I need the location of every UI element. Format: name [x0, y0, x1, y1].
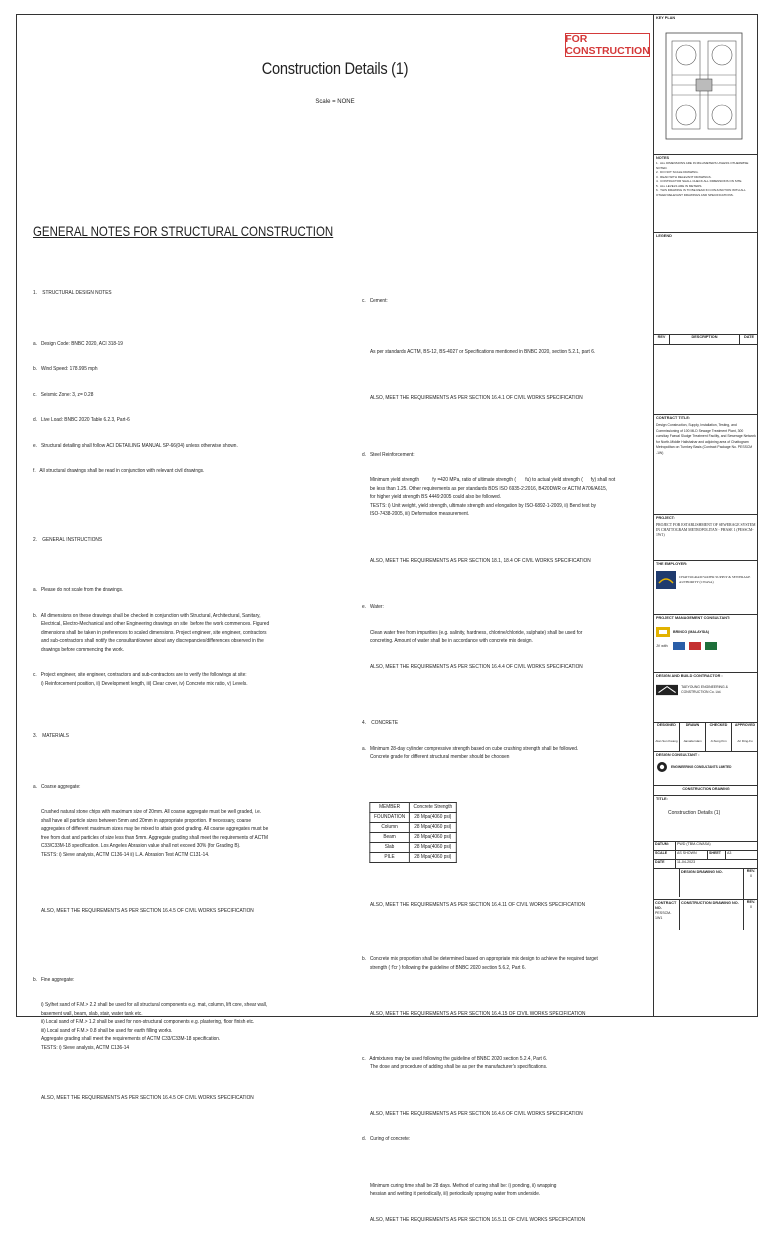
project-text: PROJECT FOR ESTABLISHMENT OF SEWERAGE SYSTEM IN CHATTOGRAM METROPOLITAN - PHASE 1 (PESSCM-1W1) — [656, 522, 756, 538]
design-consultant-text: ENGINEERING CONSULTANTS LIMITED — [671, 764, 732, 769]
title-value: Construction Details (1) — [668, 809, 721, 816]
table-row — [370, 812, 457, 822]
s2-item: c. Project engineer, site engineer, contractors and sub-contractors are to verify the followings at site: i) Reinforcement position, ii) Development length, iii) Clear cover, iv) Concrete mix ratio, v) Levels. — [33, 672, 248, 687]
scale-note: Scale = NONE — [315, 99, 355, 105]
s1-item: f. All structural drawings shall be read in conjunction with relevant civil drawings. — [33, 468, 205, 474]
employer-text: CHATTOGRAM WATER SUPPLY & SEWERAGE AUTHORITY (CWASA) — [679, 575, 751, 584]
design-consultant-panel — [654, 752, 758, 786]
table-cell: 28 Mpa(4060 psi) — [409, 842, 456, 852]
s2-item: b. All dimensions on these drawings shall be checked in conjunction with Structural, Architectural, Sanitary, Electrical, Electro-Mechanical and other Engineering drawings on site before the work commences. Figured dimensions shall be taken in preferences to scaled dimensions. Project engineer, site engineer, contractors and sub-contractors shall notify the consultant/owner about any discrepancies/differences observed in the drawings before commencing the work. — [33, 612, 270, 653]
drawing-title: Construction Details (1) — [261, 59, 409, 78]
contract-no-value: PESSCM-1W1 — [655, 910, 672, 920]
notes-body: 1. ALL DIMENSIONS ARE IN MILLIMETERS UNLESS OTHERWISE NOTED. 2. DO NOT SCALE DRAWING. 3. READ WITH RELEVANT DRAWINGS. 4. CONTRACTOR SHALL CHECK ALL DIMENSIONS ON SITE. 5. ALL LEVELS ARE IN METERS. 6. THIS DRAWING IS TO BE READ IN CONJUNCTION WITH ALL OTHER RELEVANT DRAWINGS AND SPECIFICATIONS. — [656, 160, 749, 198]
right-notes-column — [362, 280, 638, 1241]
cement-heading: c. Cement: — [362, 298, 388, 304]
construction-number-block — [654, 900, 758, 930]
sig-name: Ji-Sung Kim — [706, 733, 732, 751]
scale-label: SCALE — [654, 851, 676, 859]
construction-drawing-no-label: CONSTRUCTION DRAWING NO. — [680, 900, 744, 930]
scale-value: AS SHOWN — [676, 851, 708, 859]
signature-names — [654, 733, 758, 752]
ecl-logo — [656, 761, 668, 773]
concrete-c: c. Admixtures may be used following the guideline of BNBC 2020 section 5.2.4, Part 6. The dose and procedure of adding shall be as per the manufacturer's specifications. — [362, 1055, 548, 1070]
date-label: DATE — [654, 860, 676, 868]
table-row — [370, 822, 457, 832]
table-row — [370, 852, 457, 862]
contract-no-label: CONTRACT NO. — [655, 901, 677, 910]
concrete-b-also: ALSO, MEET THE REQUIREMENTS AS PER SECTION 16.4.15 OF CIVIL WORKS SPECIFICATION — [362, 1011, 586, 1017]
sig-head: APPROVED — [734, 723, 756, 727]
coarse-aggregate-also: ALSO, MEET THE REQUIREMENTS AS PER SECTION 16.4.5 OF CIVIL WORKS SPECIFICATION — [33, 908, 254, 914]
signature-heads — [654, 723, 758, 733]
brinco-logo — [656, 627, 670, 637]
employer-label: THE EMPLOYER: — [656, 562, 688, 566]
concrete-d-body: Minimum curing time shall be 28 days. Method of curing shall be: i) ponding, ii) wrapping hessian and wetting it periodically, iii) periodically spraying water from underside. — [369, 1182, 557, 1197]
notes-panel — [654, 155, 758, 233]
title-block — [653, 15, 758, 1016]
title-label: TITLE: — [656, 797, 668, 801]
title-panel — [654, 796, 758, 842]
left-notes-column — [33, 272, 350, 1120]
legend-label: LEGEND — [656, 234, 672, 238]
concrete-c-also: ALSO, MEET THE REQUIREMENTS AS PER SECTION 16.4.6 OF CIVIL WORKS SPECIFICATION — [362, 1110, 583, 1117]
datum-label: DATUM: — [654, 842, 676, 850]
employer-panel — [654, 561, 758, 615]
section-4-heading: 4. CONCRETE — [362, 720, 399, 726]
cement-body: As per standards ACTM, BS-12, BS-4027 or Specifications mentioned in BNBC 2020, section 5.2.1, part 6. — [362, 348, 596, 355]
general-notes-heading: GENERAL NOTES FOR STRUCTURAL CONSTRUCTION — [33, 223, 334, 239]
datum-value: PWD (TBM-CWASA) — [677, 842, 711, 846]
pmc-label: PROJECT MANAGEMENT CONSULTANT: — [656, 616, 731, 620]
concrete-d-also: ALSO, MEET THE REQUIREMENTS AS PER SECTION 16.5.11 OF CIVIL WORKS SPECIFICATION — [362, 1216, 586, 1223]
rev-value-2: 0 — [750, 904, 752, 909]
date-col-header: DATE — [743, 335, 755, 339]
table-cell: Beam — [370, 832, 409, 842]
table-cell: PILE — [370, 852, 409, 862]
contractor-panel — [654, 673, 758, 723]
section-1-heading: 1. STRUCTURAL DESIGN NOTES — [33, 290, 112, 296]
contractor-label: DESIGN AND BUILD CONTRACTOR : — [656, 674, 723, 678]
main-area — [17, 15, 653, 1223]
table-cell: Slab — [370, 842, 409, 852]
table-header-row — [370, 802, 457, 812]
legend-panel — [654, 233, 758, 335]
revision-header — [654, 335, 758, 345]
construction-drawing-label: CONSTRUCTION DRAWING — [654, 786, 758, 796]
table-cell: 28 Mpa(4060 psi) — [409, 812, 456, 822]
drawing-number-block — [654, 869, 758, 900]
date-row — [654, 860, 758, 869]
drawing-sheet — [16, 14, 758, 1223]
contract-title-text: Design Construction, Supply, Installation, Testing, and Commissioning of 100 MLD Sewage Treatment Plant, 300 cum/day Faecal Sludge Treatment Facility, and Sewerage Network for North-Middle Halishahar and adjoining area of Chattogram Metropolitan on Turnkey Basis (Contract Package No. PESSCM -1W) — [656, 422, 757, 455]
section-2-heading: 2. GENERAL INSTRUCTIONS — [33, 536, 103, 543]
steel-body: Minimum yield strength fy =420 MPa, ratio of ultimate strength ( fu) to actual yield strength ( fy) shall not be less than 1.25. Other requirements as per standards BDS ISO 6935-2:2016, B420DWR or ACTM A706/A615, for higher yield strength BS 4449:2005 could also be followed. TESTS: i) Unit weight, yield strength, ultimate strength and elongation by ISO-6892-1-2009, ii) Bend test by ISO-7438-2005, iii) Deformation measurement. — [369, 477, 616, 517]
table-cell: 28 Mpa(4060 psi) — [409, 822, 456, 832]
concrete-b: b. Concrete mix proportion shall be determined based on appropriate mix design to achieve the required target strength ( f'cr ) following the guideline of BNBC 2020 section 5.6.2, Part 6. — [362, 956, 598, 971]
concrete-a: a. Minimum 28-day cylinder compressive strength based on cube crushing strength shall be followed. Concrete grade for different structural member should be choosen — [362, 745, 579, 760]
coarse-aggregate-body: Crushed natural stone chips with maximum size of 20mm. All coarse aggregate must be well graded, i.e. shall have all particle sizes between 5mm and 20mm in appropriate proportion. If necessary, coarse aggregates of different maximum sizes may be mixed to attain good grading. All coarse aggregates must be free from dust and particles of size less than 5mm. Aggregate grading shall meet the requirements of ACTM C33/C33M-18 specification. Los Angeles Abrasion value shall not exceed 30% (for Grading B). TESTS: i) Sieve analysis, ACTM C136-14 ii) L.A. Abrasion Test ACTM C131-14. — [40, 809, 269, 858]
sig-head: DRAWN — [680, 723, 706, 733]
rev-value: 0 — [750, 873, 752, 878]
steel-heading: d. Steel Reinforcement: — [362, 451, 415, 458]
water-also: ALSO, MEET THE REQUIREMENTS AS PER SECTION 16.4.4 OF CIVIL WORKS SPECIFICATION — [362, 663, 583, 670]
sig-name: Jamaila Islam — [680, 733, 706, 751]
rev-label: REV. — [746, 869, 756, 873]
jv-partner-logos — [671, 641, 731, 651]
cement-also: ALSO, MEET THE REQUIREMENTS AS PER SECTION 16.4.1 OF CIVIL WORKS SPECIFICATION — [362, 395, 583, 401]
fine-aggregate-also: ALSO, MEET THE REQUIREMENTS AS PER SECTION 16.4.5 OF CIVIL WORKS SPECIFICATION — [33, 1095, 254, 1101]
table-cell: 28 Mpa(4060 psi) — [409, 832, 456, 842]
table-row — [370, 842, 457, 852]
s1-item: e. Structural detailing shall follow ACI DETAILING MANUAL SP-66(04) unless otherwise shown. — [33, 442, 238, 449]
table-cell: Column — [370, 822, 409, 832]
project-label: PROJECT: — [656, 516, 675, 520]
steel-also: ALSO, MEET THE REQUIREMENTS AS PER SECTION 18.1, 18.4 OF CIVIL WORKS SPECIFICATION — [362, 557, 591, 564]
water-heading: e. Water: — [362, 604, 384, 610]
pmc-panel — [654, 615, 758, 673]
taeyoung-logo — [656, 684, 678, 696]
key-plan-label: KEY PLAN — [656, 16, 676, 20]
key-plan-drawing — [656, 25, 752, 147]
cwasa-logo — [656, 571, 676, 589]
key-plan-panel — [654, 15, 758, 155]
revision-table — [654, 335, 758, 415]
date-value: 11-04-2023 — [677, 860, 696, 864]
concrete-strength-table — [369, 802, 456, 863]
project-panel — [654, 515, 758, 561]
fine-aggregate-body: i) Sylhet sand of F.M.> 2.2 shall be used for all structural components e.g. mat, column, lift core, shear wall, basement wall, beam, slab, stair, water tank etc. ii) Local sand of F.M.> 1.2 shall be used for non-structural components e.g. plastering, floor finish etc. iii) Local sand of F.M.> 0.8 shall be used for earth filling works. Aggregate grading shall meet the requirements of ACTM C33/C33M-18 specification. TESTS: i) Sieve analysis, ACTM C136-14 — [40, 1002, 268, 1051]
datum-row — [654, 842, 758, 851]
pmc-jv: JV with — [656, 643, 668, 648]
contractor-text: TAEYOUNG ENGINEERING & CONSTRUCTION Co. Ltd. — [681, 685, 728, 694]
fine-aggregate-heading: b. Fine aggregate: — [33, 976, 75, 983]
s1-item: a. Design Code: BNBC 2020, ACI 318-19 — [33, 340, 123, 347]
rev-col-header: REV — [654, 335, 670, 344]
design-consultant-label: DESIGN CONSULTANT : — [656, 753, 700, 757]
table-cell: FOUNDATION — [370, 812, 409, 822]
s1-item: d. Live Load: BNBC 2020 Table 6.2.3, Part-6 — [33, 417, 130, 423]
design-drawing-no-label: DESIGN DRAWING NO. — [680, 869, 744, 899]
pmc-name: BRINCO (MALAYSIA) — [673, 629, 710, 634]
concrete-a-also: ALSO, MEET THE REQUIREMENTS AS PER SECTION 16.4.11 OF CIVIL WORKS SPECIFICATION — [362, 901, 586, 908]
table-row — [370, 832, 457, 842]
sheet-value: A3 — [727, 851, 732, 855]
rev-label-2: REV. — [746, 900, 756, 904]
scale-row — [654, 851, 758, 860]
s2-item: a. Please do not scale from the drawings. — [33, 587, 124, 593]
table-header: Concrete Strength — [409, 802, 456, 812]
notes-label: NOTES — [656, 156, 670, 160]
sig-head: DESIGNED — [654, 723, 680, 733]
concrete-d: d. Curing of concrete: — [362, 1136, 411, 1142]
for-construction-stamp: FOR CONSTRUCTION — [565, 33, 650, 57]
sig-head: CHECKED — [706, 723, 732, 733]
s1-item: c. Seismic Zone: 3, z= 0.28 — [33, 391, 94, 398]
sig-name: Alan Sun Kwang — [654, 733, 680, 751]
table-cell: 28 Mpa(4060 psi) — [409, 852, 456, 862]
sig-name: Ari Ding-Fu — [737, 739, 753, 744]
section-3-heading: 3. MATERIALS — [33, 733, 69, 739]
coarse-aggregate-heading: a. Coarse aggregate: — [33, 783, 81, 790]
contract-title-panel — [654, 415, 758, 515]
table-header: MEMBER — [370, 802, 409, 812]
water-body: Clean water free from impurities (e.g. salinity, hardness, chlorine/chloride, sulphate) shall be used for concreting. Amount of water shall be in accordance with concrete mix design. — [369, 629, 583, 644]
contract-title-label: CONTRACT TITLE: — [656, 416, 691, 420]
description-col-header: DESCRIPTION — [670, 335, 740, 344]
s1-item: b. Wind Speed: 178.995 mph — [33, 366, 98, 372]
sheet-label: SHEET — [708, 851, 726, 859]
